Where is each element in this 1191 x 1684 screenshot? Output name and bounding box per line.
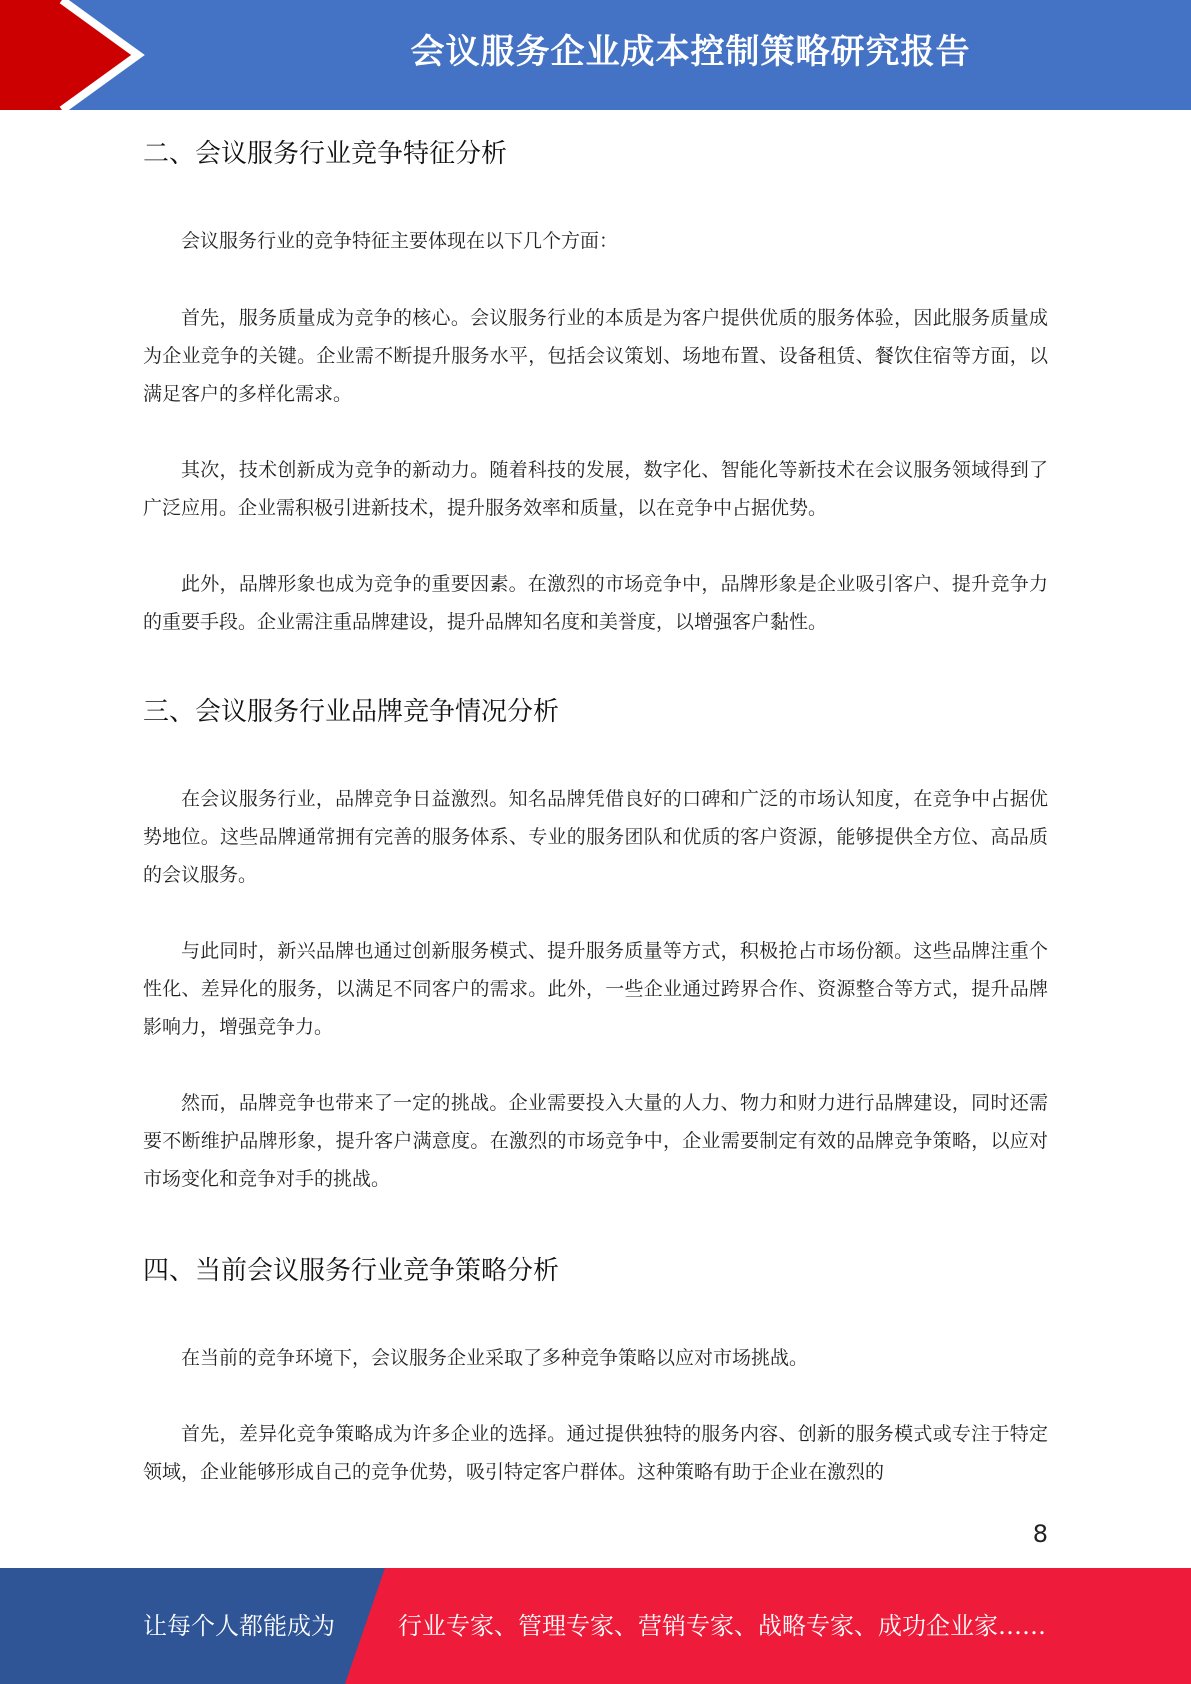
section-heading-3: 三、会议服务行业品牌竞争情况分析	[143, 697, 560, 727]
page-footer	[0, 1568, 1191, 1684]
paragraph: 首先，差异化竞争策略成为许多企业的选择。通过提供独特的服务内容、创新的服务模式或专注于特定领域，企业能够形成自己的竞争优势，吸引特定客户群体。这种策略有助于企业在激烈的	[143, 1423, 1048, 1483]
paragraph: 此外，品牌形象也成为竞争的重要因素。在激烈的市场竞争中，品牌形象是企业吸引客户、提升竞争力的重要手段。企业需注重品牌建设，提升品牌知名度和美誉度，以增强客户黏性。	[143, 573, 1048, 633]
paragraph: 与此同时，新兴品牌也通过创新服务模式、提升服务质量等方式，积极抢占市场份额。这些品牌注重个性化、差异化的服务，以满足不同客户的需求。此外，一些企业通过跨界合作、资源整合等方式，提升品牌影响力，增强竞争力。	[143, 940, 1048, 1038]
page-number: 8	[1032, 1520, 1048, 1548]
paragraph: 会议服务行业的竞争特征主要体现在以下几个方面：	[181, 230, 619, 252]
document-title: 会议服务企业成本控制策略研究报告	[410, 32, 971, 72]
footer-slogan-right: 行业专家、管理专家、营销专家、战略专家、成功企业家……	[398, 1612, 1046, 1640]
paragraph: 首先，服务质量成为竞争的核心。会议服务行业的本质是为客户提供优质的服务体验，因此服务质量成为企业竞争的关键。企业需不断提升服务水平，包括会议策划、场地布置、设备租赁、餐饮住宿等方面，以满足客户的多样化需求。	[143, 307, 1048, 405]
paragraph: 然而，品牌竞争也带来了一定的挑战。企业需要投入大量的人力、物力和财力进行品牌建设，同时还需要不断维护品牌形象，提升客户满意度。在激烈的市场竞争中，企业需要制定有效的品牌竞争策略，以应对市场变化和竞争对手的挑战。	[143, 1092, 1048, 1190]
paragraph: 在会议服务行业，品牌竞争日益激烈。知名品牌凭借良好的口碑和广泛的市场认知度，在竞争中占据优势地位。这些品牌通常拥有完善的服务体系、专业的服务团队和优质的客户资源，能够提供全方位、高品质的会议服务。	[143, 788, 1048, 886]
paragraph: 在当前的竞争环境下，会议服务企业采取了多种竞争策略以应对市场挑战。	[181, 1347, 809, 1369]
header-arrow-decoration	[0, 0, 200, 110]
paragraph: 其次，技术创新成为竞争的新动力。随着科技的发展，数字化、智能化等新技术在会议服务领域得到了广泛应用。企业需积极引进新技术，提升服务效率和质量，以在竞争中占据优势。	[143, 459, 1048, 519]
page-header	[0, 0, 1191, 110]
section-heading-4: 四、当前会议服务行业竞争策略分析	[143, 1256, 560, 1286]
section-heading-2: 二、会议服务行业竞争特征分析	[143, 139, 508, 169]
footer-slogan-left: 让每个人都能成为	[143, 1612, 335, 1640]
